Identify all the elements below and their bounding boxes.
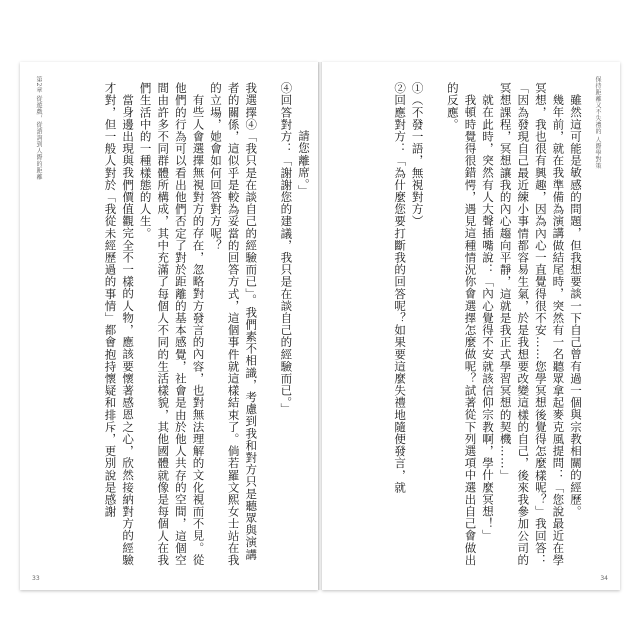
paragraph-spacer <box>259 82 277 567</box>
paragraph: 雖然這可能是敏感的問題，但我想要談一下自己曾有過一個與宗教相關的經歷。 <box>569 93 583 517</box>
paragraph: 當身邊出現與我們價值觀完全不一樣的人物，應該要懷著感恩之心，欣然接納對方的經驗才對，但一般人對於「我從未經歷過的事情」都會抱持懷疑和排斥，更別說是感謝 <box>103 82 136 566</box>
answer-option: ①（不發一語，無視對方） <box>410 82 425 228</box>
answer-option: ②回應對方：「為什麼您要打斷我的回答呢？如果要這麼失禮地隨便發言，就 <box>393 82 408 494</box>
right-page-body <box>334 82 584 567</box>
running-head-left: 第2章 從遊戲，從諮詢到人際的距離 <box>35 76 42 181</box>
right-page <box>322 62 620 590</box>
paragraph: 我頓時覺得很錯愕，遇見這種情況你會選擇怎麼做呢？試著從下列選項中選出自己會做出的反應。 <box>445 82 478 566</box>
left-page-body <box>52 82 312 567</box>
page-number-right: 34 <box>600 575 608 582</box>
paragraph: 幾年前，就在我準備為演講做結尾時，突然有一名聽眾拿起麥克風提問：「您說最近在學冥想，我也很有興趣，因為內心一直覺得很不安……您學冥想後覺得怎麼樣呢？」我回答：「因為發現自己最近練小事情都容易生氣，於是我想要改變這樣的自己，後來我參加公司的冥想課程，冥想讓我的內心趨向平靜，這就是我正式學習冥想的契機……」 <box>498 82 566 566</box>
answer-option: 我選擇④「我只是在談自己的經驗而已」。我們素不相識，考慮到我和對方只是聽眾與演講者的關係，這似乎是較為妥當的回答方式，這個事件就這樣結束了。倘若羅文熙女士站在我的立場，她會如何回答對方呢？ <box>209 82 259 566</box>
running-head-right: 保持距離又不失禮的 人際學對策 <box>594 76 601 170</box>
paragraph: 就在此時，突然有人大聲插嘴說：「內心覺得不安就該信仰宗教啊，學什麼冥想！」 <box>481 93 496 542</box>
page-number-left: 33 <box>32 575 40 582</box>
left-page <box>20 62 318 590</box>
quoted-reply: 請您離席。」 <box>297 130 311 198</box>
book-gutter <box>318 62 322 590</box>
paragraph-spacer <box>426 82 444 567</box>
answer-option: ④回答對方：「謝謝您的建議，我只是在談自己的經驗而已。」 <box>279 82 294 416</box>
paragraph: 有些人會選擇無視對方的存在，忽略對方發言的內容，也對無法理解的文化視而不見。從他們的行為可以看出他們否定了對於距離的基本感覺，社會是由於他人共存的空間，這個空間由許多不同群體所構成，其中充滿了每個人不同的生活樣貌，其他國體就像是每個人在我們生活中的一種樣態的人生。 <box>138 82 206 566</box>
